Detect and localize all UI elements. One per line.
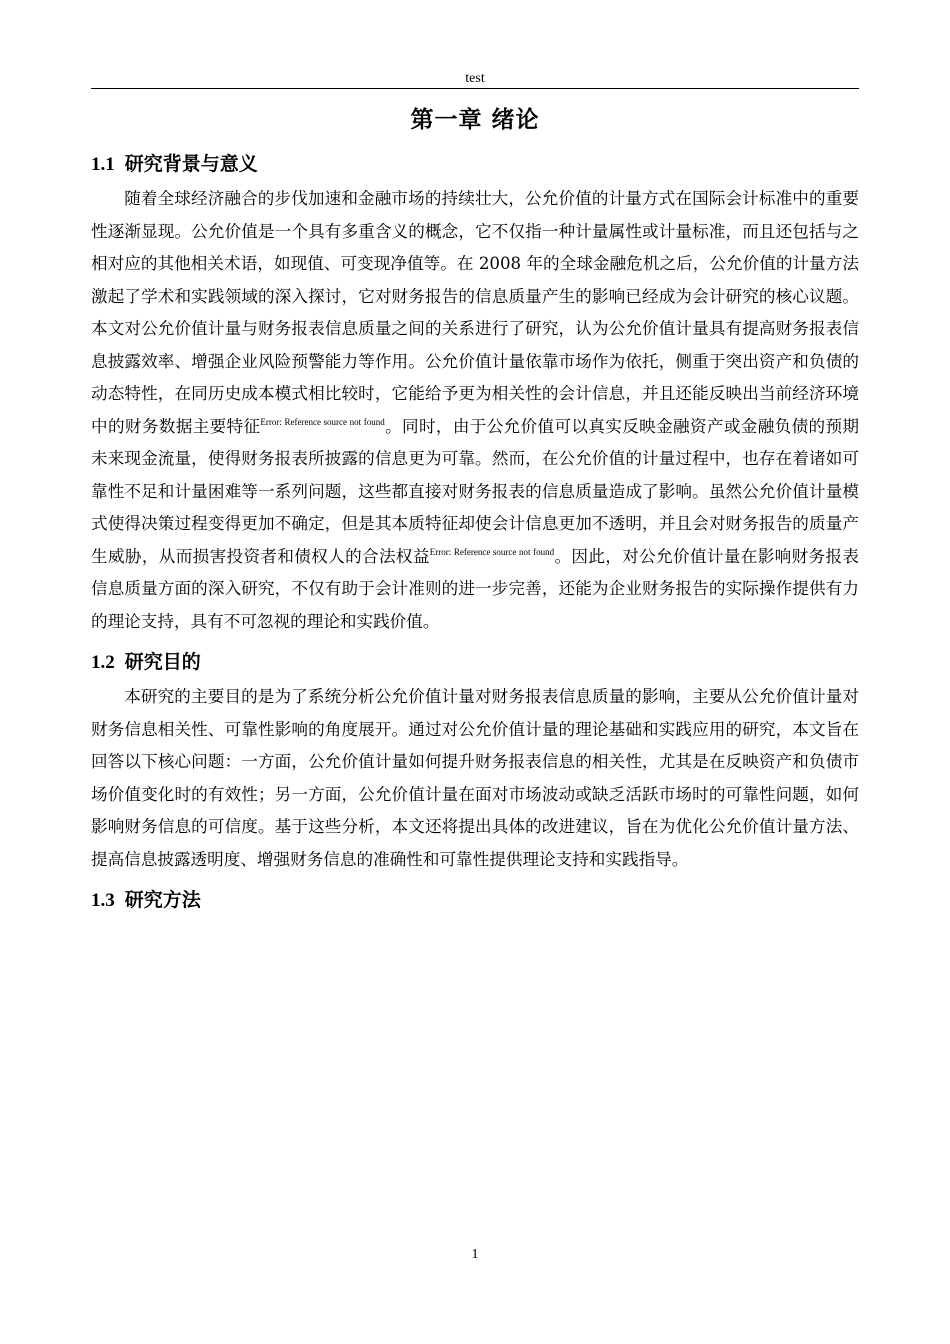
section-number: 1.2 xyxy=(91,652,115,673)
body-paragraph-purpose: 本研究的主要目的是为了系统分析公允价值计量对财务报表信息质量的影响，主要从公允价值计量对财务信息相关性、可靠性影响的角度展开。通过对公允价值计量的理论基础和实践应用的研究，本文旨在回答以下核心问题：一方面，公允价值计量如何提升财务报表信息的相关性，尤其是在反映资产和负债市场价值变化时的有效性；另一方面，公允价值计量在面对市场波动或缺乏活跃市场时的可靠性问题，如何影响财务信息的可信度。基于这些分析，本文还将提出具体的改进建议，旨在为优化公允价值计量方法、提高信息披露透明度、增强财务信息的准确性和可靠性提供理论支持和实践指导。 xyxy=(91,687,859,869)
document-body xyxy=(91,100,859,919)
paragraph-text: 随着全球经济融合的步伐加速和金融市场的持续壮大，公允价值的计量方式在国际会计标准中的重要性逐渐显现。公允价值是一个具有多重含义的概念，它不仅指一种计量属性或计量标准，而且还包括与之相对应的其他相关术语，如现值、可变现净值等。在 2008 年的全球金融危机之后，公允价值的计量方法激起了学术和实践领域的深入探讨，它对财务报告的信息质量产生的影响已经成为会计研究的核心议题。本文对公允价值计量与财务报表信息质量之间的关系进行了研究，认为公允价值计量具有提高财务报表信息披露效率、增强企业风险预警能力等作用。公允价值计量依靠市场作为依托，侧重于突出资产和负债的动态特性，在同历史成本模式相比较时，它能给予更为相关性的会计信息，并且还能反映出当前经济环境中的财务数据主要特征 xyxy=(91,189,859,436)
section-number: 1.3 xyxy=(91,890,115,911)
page-header: test xyxy=(465,71,485,86)
section-heading-1-3 xyxy=(91,884,859,917)
chapter-title: 第一章 绪论 xyxy=(410,106,540,133)
reference-error-citation: Error: Reference source not found xyxy=(260,416,385,427)
section-title: 研究背景与意义 xyxy=(124,153,258,175)
section-number: 1.1 xyxy=(91,154,115,175)
section-title: 研究目的 xyxy=(124,651,201,673)
section-heading-1-1 xyxy=(91,148,859,181)
body-paragraph-background xyxy=(91,183,859,638)
paragraph-text: 。因此，对公允价值计量在影响财务报表信息质量方面的深入研究，不仅有助于会计准则的进一步完善，还能为企业财务报告的实际操作提供有力的理论支持，具有不可忽视的理论和实践价值。 xyxy=(91,546,860,631)
reference-error-citation: Error: Reference source not found xyxy=(429,546,555,557)
page-number: 1 xyxy=(471,1247,479,1262)
section-heading-1-2 xyxy=(91,646,859,679)
header-divider xyxy=(91,88,859,89)
section-title: 研究方法 xyxy=(124,889,201,911)
paragraph-text: 。同时，由于公允价值可以真实反映金融资产或金融负债的预期未来现金流量，使得财务报表所披露的信息更为可靠。然而，在公允价值的计量过程中，也存在着诸如可靠性不足和计量困难等一系列问题，这些都直接对财务报表的信息质量造成了影响。虽然公允价值计量模式使得决策过程变得更加不确定，但是其本质特征却使会计信息更加不透明，并且会对财务报告的质量产生威胁，从而损害投资者和债权人的合法权益 xyxy=(91,416,859,566)
